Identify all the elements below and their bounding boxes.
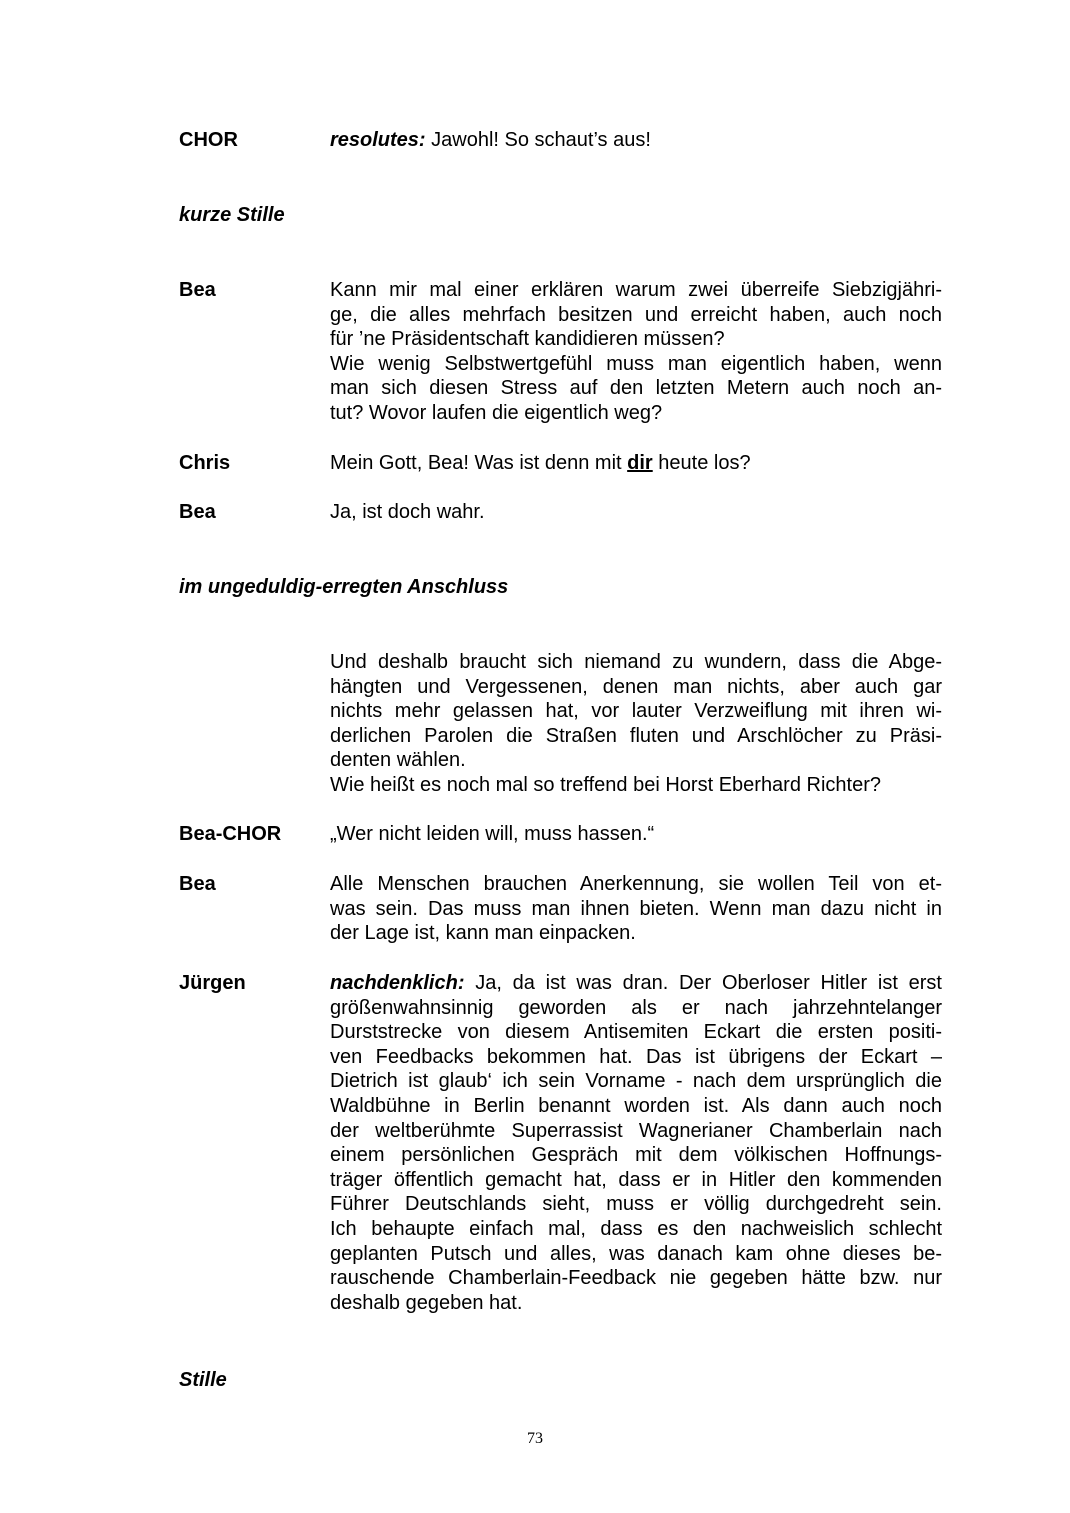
stage-cue: resolutes: (330, 129, 426, 151)
text-line: für ’ne Präsidentschaft kandidieren müssen? (330, 328, 725, 351)
dialogue-text: Jawohl! So schaut’s aus! (425, 129, 651, 151)
text-line: derlichen Parolen die Straßen fluten und Arschlöcher zu Präsi- (330, 724, 942, 747)
text-line: Und deshalb braucht sich niemand zu wundern, dass die Abge- (330, 651, 942, 673)
line-chor (330, 128, 942, 153)
text-line: einem persönlichen Gespräch mit dem völkischen Hoffnungs- (330, 1144, 942, 1167)
speaker-chris: Chris (179, 452, 231, 474)
text-line: Wie heißt es noch mal so treffend bei Horst Eberhard Richter? (330, 773, 881, 796)
speaker-bea-chor: Bea-CHOR (179, 823, 282, 845)
emphasis-text: dir (627, 452, 653, 474)
text-line: Wie wenig Selbstwertgefühl muss man eigentlich haben, wenn (330, 352, 942, 375)
text-line: Kann mir mal einer erklären warum zwei überreife Siebzigjähri- (330, 279, 942, 301)
line-chris (330, 451, 942, 476)
text-line: größenwahnsinnig geworden als er nach jahrzehntelanger (330, 996, 942, 1019)
text-line: Ich behaupte einfach mal, dass es den nachweislich schlecht (330, 1217, 942, 1240)
text-line: hängten und Vergessenen, denen man nichts, aber auch gar (330, 675, 942, 698)
text-line: rauschende Chamberlain-Feedback nie gegeben hätte bzw. nur (330, 1267, 942, 1290)
text-line: man sich diesen Stress auf den letzten Metern auch noch an- (330, 377, 942, 400)
text-line (330, 971, 942, 996)
line-continuation (330, 650, 942, 798)
text-line: ven Feedbacks bekommen hat. Das ist übrigens der Eckart – (330, 1045, 942, 1068)
dialogue-text: heute los? (652, 452, 751, 474)
text-line: der Lage ist, kann man einpacken. (330, 922, 636, 945)
text-line: deshalb gegeben hat. (330, 1291, 523, 1314)
text-line: Durststrecke von diesem Antisemiten Eckart die ersten positi- (330, 1021, 942, 1044)
text-line: träger öffentlich gemacht hat, dass er in Hitler den kommenden (330, 1168, 942, 1191)
text-line: ge, die alles mehrfach besitzen und erreicht haben, auch noch (330, 303, 942, 326)
stage-direction-kurze-stille: kurze Stille (179, 204, 285, 226)
text-line: tut? Wovor laufen die eigentlich weg? (330, 401, 663, 424)
text-line: was sein. Das muss man ihnen bieten. Wenn man dazu nicht in (330, 897, 942, 920)
stage-direction-stille: Stille (179, 1369, 227, 1391)
line-bea-2: Ja, ist doch wahr. (330, 501, 485, 523)
text-line: Waldbühne in Berlin benannt worden ist. Als dann auch noch (330, 1094, 942, 1117)
speaker-bea: Bea (179, 279, 216, 301)
text-line: nichts mehr gelassen hat, vor lauter Verzweiflung mit ihren wi- (330, 700, 942, 723)
speaker-chor: CHOR (179, 129, 238, 151)
text-line: Dietrich ist glaub‘ ich sein Vorname - nach dem ursprünglich die (330, 1070, 942, 1093)
text-line: geplanten Putsch und alles, was danach kam ohne dieses be- (330, 1242, 942, 1265)
line-bea-3 (330, 872, 942, 946)
line-juergen (330, 971, 942, 1315)
line-bea-1 (330, 278, 942, 426)
speaker-bea: Bea (179, 501, 216, 523)
line-bea-chor: „Wer nicht leiden will, muss hassen.“ (330, 823, 655, 845)
text-line: Führer Deutschlands sieht, muss er völlig durchgedreht sein. (330, 1193, 942, 1216)
page-number: 73 (527, 1430, 543, 1447)
text-line: denten wählen. (330, 749, 466, 772)
dialogue-text: Ja, da ist was dran. Der Oberloser Hitler ist erst (464, 972, 942, 994)
stage-direction-anschluss: im ungeduldig-erregten Anschluss (179, 576, 509, 598)
text-line: der weltberühmte Superrassist Wagnerianer Chamberlain nach (330, 1119, 942, 1142)
speaker-bea: Bea (179, 873, 216, 895)
speaker-juergen: Jürgen (179, 972, 246, 994)
text-line: Alle Menschen brauchen Anerkennung, sie wollen Teil von et- (330, 873, 942, 895)
stage-cue: nachdenklich: (330, 972, 465, 994)
dialogue-text: Mein Gott, Bea! Was ist denn mit (330, 452, 628, 474)
